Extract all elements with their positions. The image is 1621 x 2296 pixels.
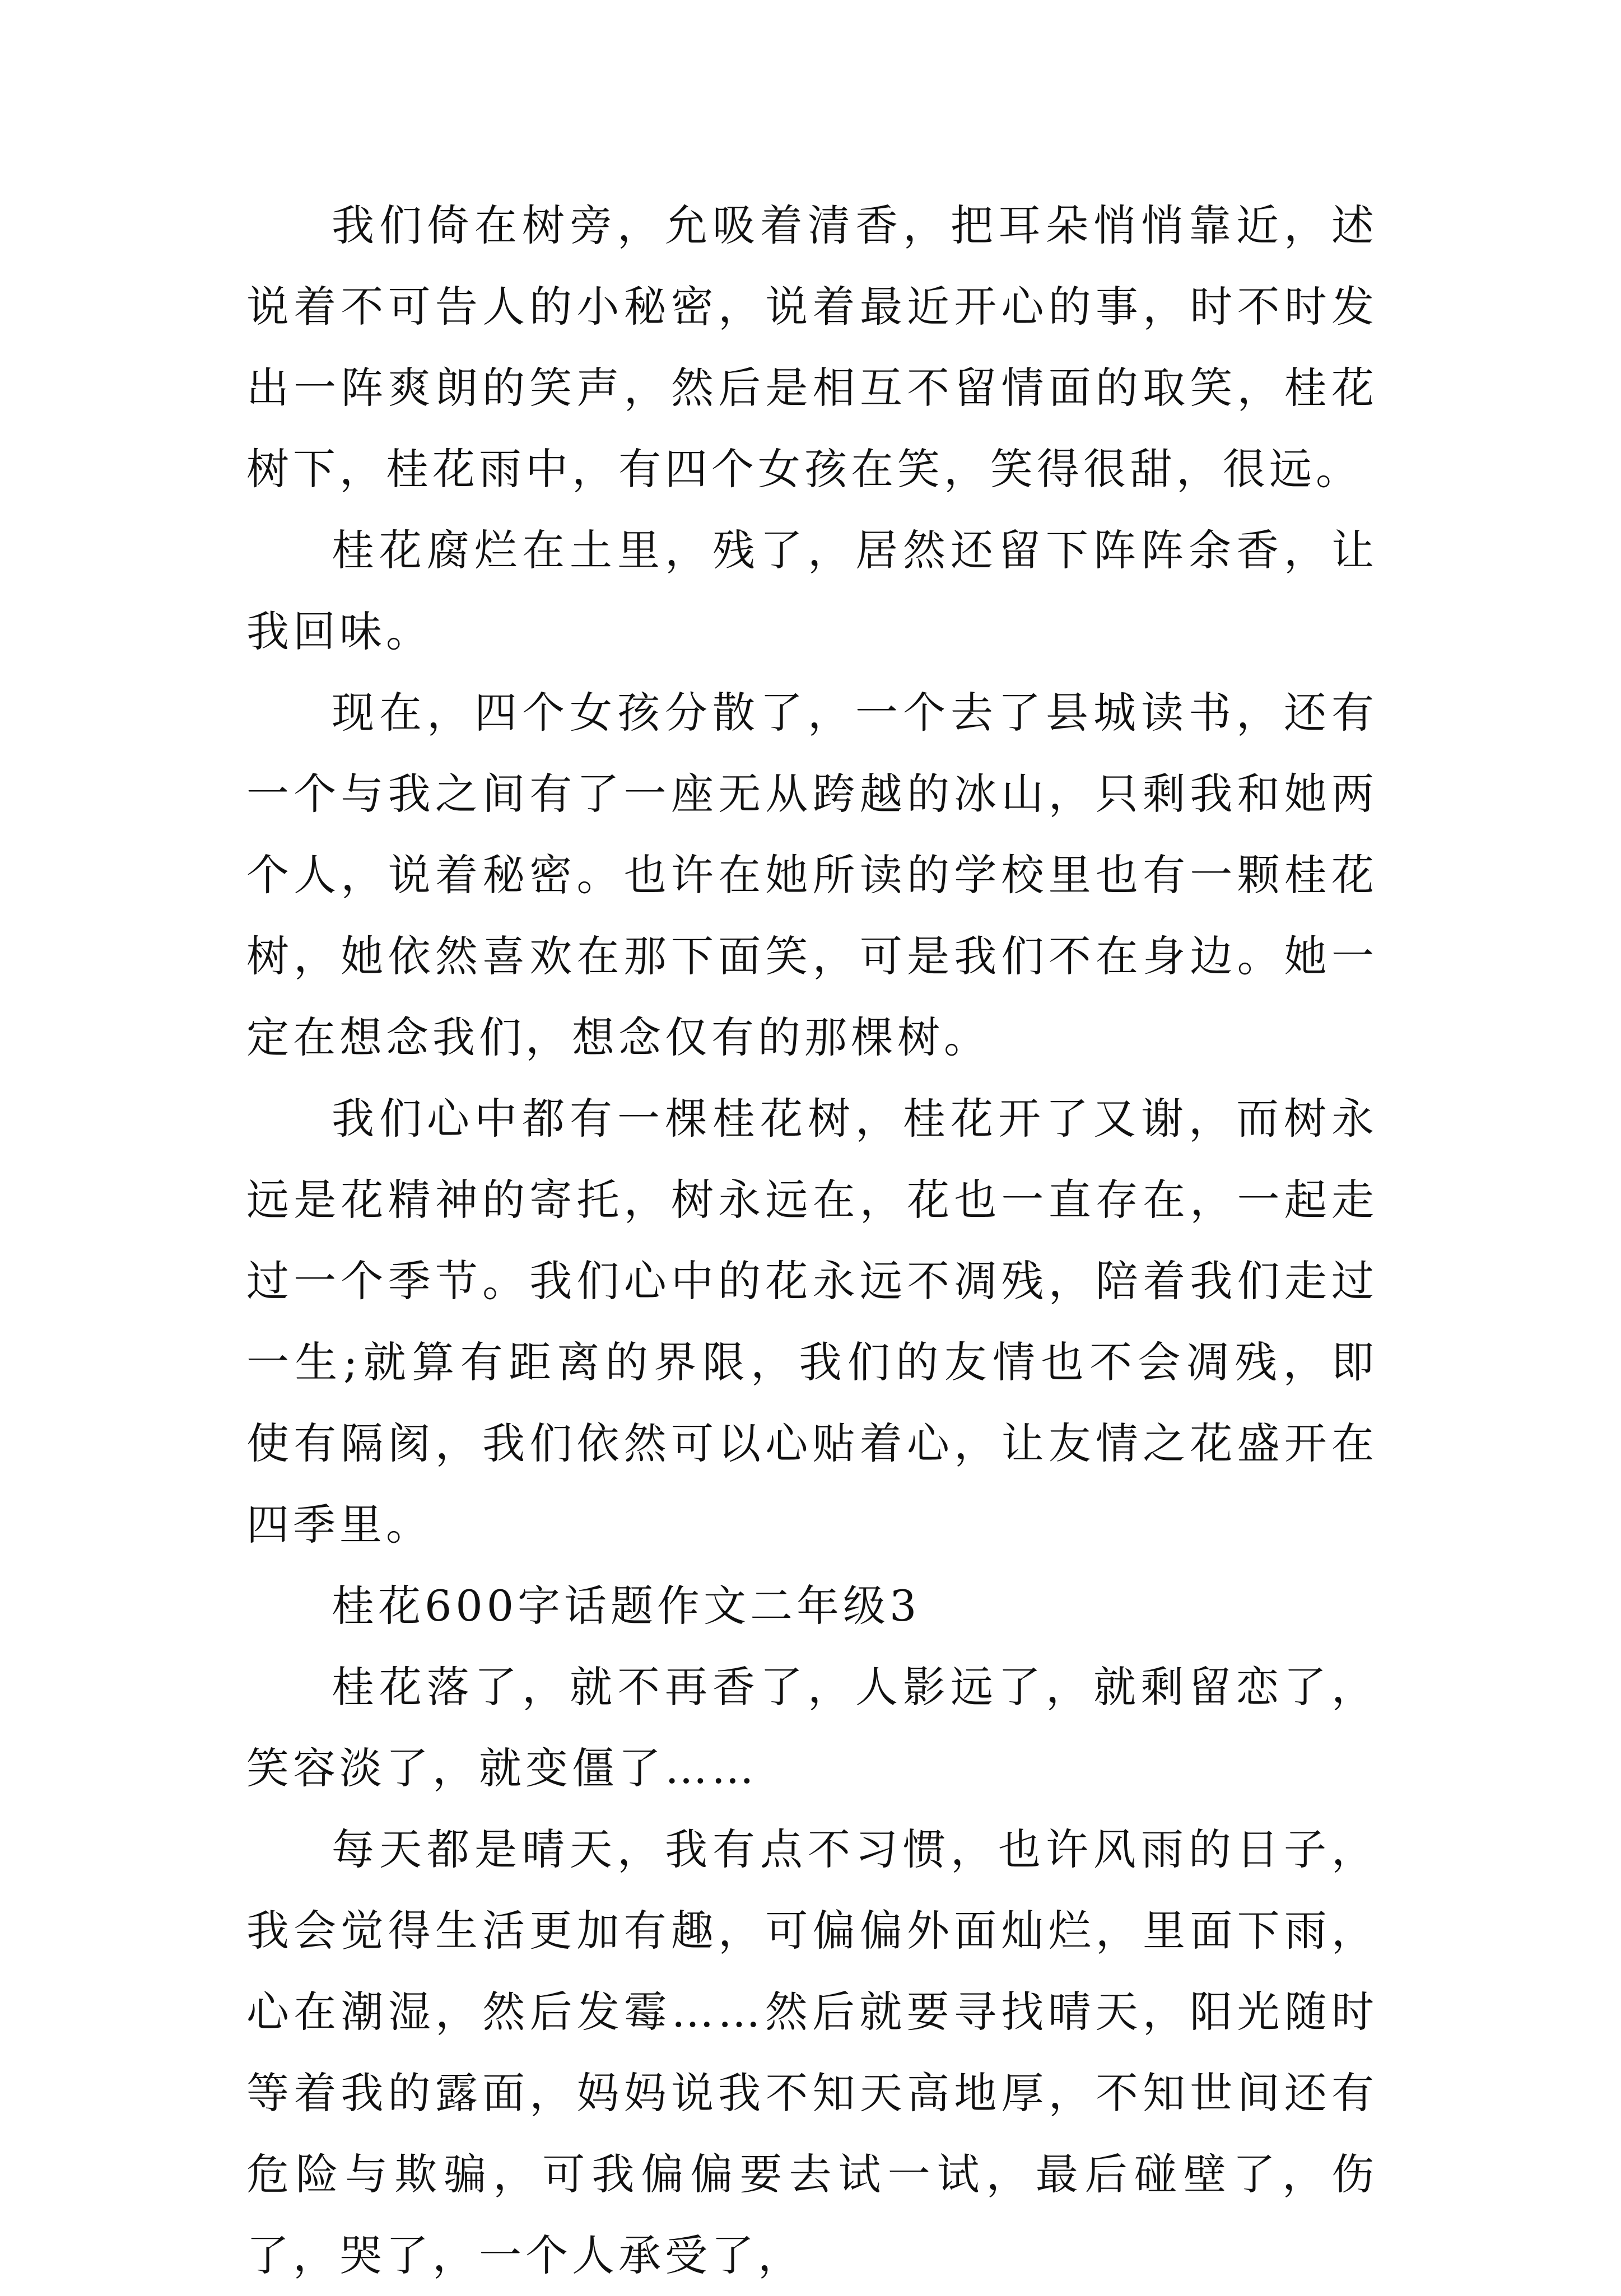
document-body [246, 185, 1378, 2296]
paragraph-5: 桂花落了，就不再香了，人影远了，就剩留恋了，笑容淡了，就变僵了…… [246, 1662, 1378, 1793]
paragraph-2: 桂花腐烂在土里，残了，居然还留下阵阵余香，让我回味。 [246, 525, 1378, 656]
paragraph-3: 现在，四个女孩分散了，一个去了县城读书，还有一个与我之间有了一座无从跨越的冰山，只剩我和她两个人，说着秘密。也许在她所读的学校里也有一颗桂花树，她依然喜欢在那下面笑，可是我们不在身边。她一定在想念我们，想念仅有的那棵树。 [246, 688, 1378, 1062]
paragraph-1: 我们倚在树旁，允吸着清香，把耳朵悄悄靠近，述说着不可告人的小秘密，说着最近开心的事，时不时发出一阵爽朗的笑声，然后是相互不留情面的取笑，桂花树下，桂花雨中，有四个女孩在笑，笑得很甜，很远。 [246, 200, 1378, 494]
paragraph-4: 我们心中都有一棵桂花树，桂花开了又谢，而树永远是花精神的寄托，树永远在，花也一直存在，一起走过一个季节。我们心中的花永远不凋残，陪着我们走过一生;就算有距离的界限，我们的友情也不会凋残，即使有隔阂，我们依然可以心贴着心，让友情之花盛开在四季里。 [246, 1094, 1378, 1550]
section-heading: 桂花600字话题作文二年级3 [332, 1581, 921, 1631]
paragraph-6: 每天都是晴天，我有点不习惯，也许风雨的日子，我会觉得生活更加有趣，可偏偏外面灿烂，里面下雨，心在潮湿，然后发霉……然后就要寻找晴天，阳光随时等着我的露面，妈妈说我不知天高地厚，不知世间还有危险与欺骗，可我偏偏要去试一试，最后碰壁了，伤了，哭了，一个人承受了， [246, 1824, 1378, 2280]
